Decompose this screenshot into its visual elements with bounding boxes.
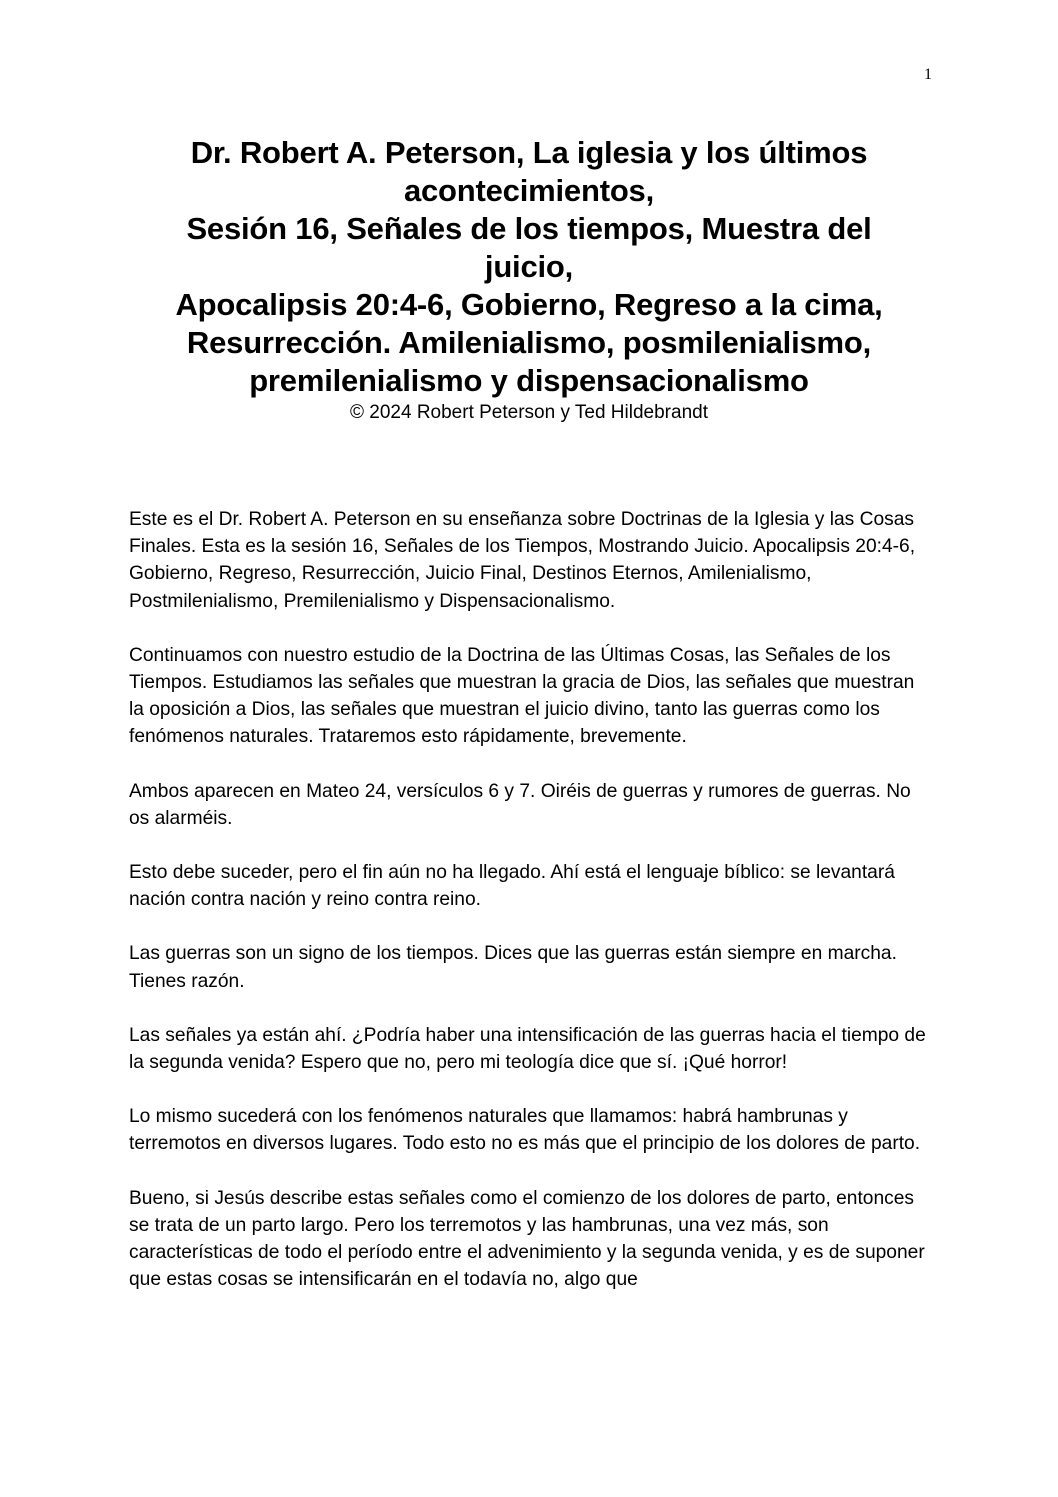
paragraph: Las guerras son un signo de los tiempos. Dices que las guerras están siempre en marcha. Tienes razón. <box>129 943 897 992</box>
paragraph: Este es el Dr. Robert A. Peterson en su enseñanza sobre Doctrinas de la Iglesia y las Cosas Finales. Esta es la sesión 16, Señales de los Tiempos, Mostrando Juicio. Apocalipsis 20:4-6, Gobierno, Regreso, Resurrección, Juicio Final, Destinos Eternos, Amilenialismo, Postmilenialismo, Premilenialismo y Dispensacionalismo. <box>129 509 916 612</box>
title-line: Apocalipsis 20:4-6, Gobierno, Regreso a la cima, <box>175 287 883 322</box>
title-line: Resurrección. Amilenialismo, posmilenialismo, <box>186 325 872 360</box>
title-line: Dr. Robert A. Peterson, La iglesia y los últimos <box>190 135 868 170</box>
document-header <box>100 134 958 426</box>
document-body <box>129 506 929 1320</box>
title-line: Sesión 16, Señales de los tiempos, Muestra del <box>186 211 872 246</box>
copyright-notice: © 2024 Robert Peterson y Ted Hildebrandt <box>350 402 708 423</box>
paragraph: Continuamos con nuestro estudio de la Doctrina de las Últimas Cosas, las Señales de los Tiempos. Estudiamos las señales que muestran la gracia de Dios, las señales que muestran la oposición a Dios, las señales que muestran el juicio divino, tanto las guerras como los fenómenos naturales. Trataremos esto rápidamente, brevemente. <box>129 644 915 748</box>
paragraph: Ambos aparecen en Mateo 24, versículos 6 y 7. Oiréis de guerras y rumores de guerras. No os alarméis. <box>129 780 911 829</box>
paragraph: Lo mismo sucederá con los fenómenos naturales que llamamos: habrá hambrunas y terremotos en diversos lugares. Todo esto no es más que el principio de los dolores de parto. <box>129 1106 921 1155</box>
paragraph: Esto debe suceder, pero el fin aún no ha llegado. Ahí está el lenguaje bíblico: se levantará nación contra nación y reino contra reino. <box>129 862 895 911</box>
title-line: juicio, <box>484 249 574 284</box>
paragraph: Bueno, si Jesús describe estas señales como el comienzo de los dolores de parto, entonces se trata de un parto largo. Pero los terremotos y las hambrunas, una vez más, son características de todo el período entre el advenimiento y la segunda venida, y es de suponer que estas cosas se intensificarán en el todavía no, algo que <box>129 1187 925 1291</box>
paragraph: Las señales ya están ahí. ¿Podría haber una intensificación de las guerras hacia el tiempo de la segunda venida? Espero que no, pero mi teología dice que sí. ¡Qué horror! <box>129 1024 926 1074</box>
title-line: premilenialismo y dispensacionalismo <box>249 363 809 398</box>
title-line: acontecimientos, <box>403 173 655 208</box>
page-number: 1 <box>924 66 932 83</box>
